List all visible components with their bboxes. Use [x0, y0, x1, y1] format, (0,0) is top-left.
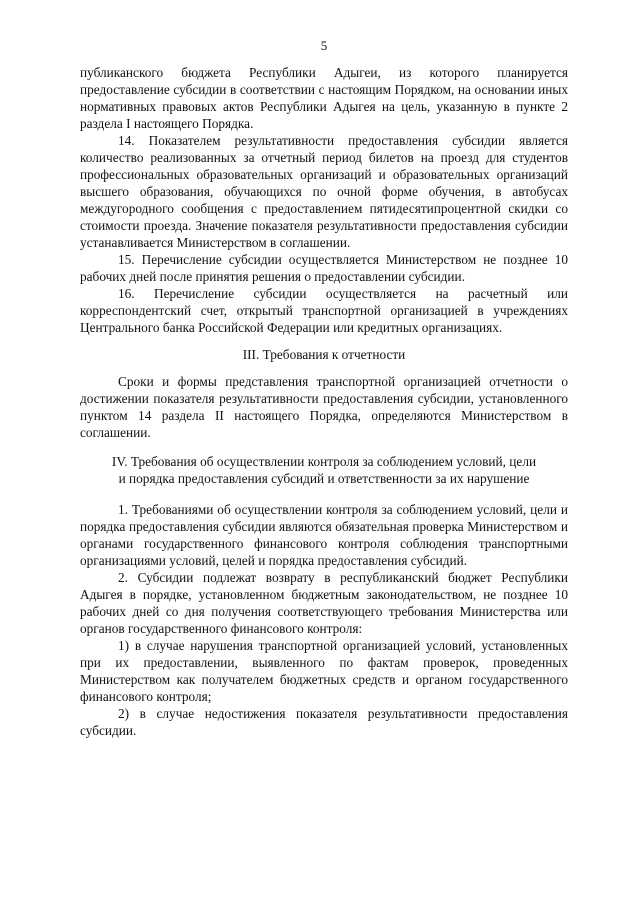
section-4-paragraph-1: 1. Требованиями об осуществлении контроля за соблюдением условий, цели и порядка предоставления субсидии являются обязательная проверка Министерством и органами государственного финансового контроля соблюдения транспортными организациями условий, целей и порядка предоставления субсидий.: [80, 502, 568, 568]
page-number: 5: [320, 38, 328, 53]
paragraph-16: 16. Перечисление субсидии осуществляется на расчетный или корреспондентский счет, открытый транспортной организацией в учреждениях Центрального банка Российской Федерации или кредитных организациях.: [80, 286, 568, 335]
paragraph-continuation: публиканского бюджета Республики Адыгеи, из которого планируется предоставление субсидии в соответствии с настоящим Порядком, на основании иных нормативных правовых актов Республики Адыгея на цель, указанную в пункте 2 раздела I настоящего Порядка.: [80, 65, 568, 131]
section-4-heading-line-2: и порядка предоставления субсидий и ответственности за их нарушение: [118, 471, 530, 486]
section-4-heading-line-1: IV. Требования об осуществлении контроля за соблюдением условий, цели: [111, 454, 537, 469]
section-3-heading: III. Требования к отчетности: [242, 347, 406, 362]
section-4-subparagraph-1: 1) в случае нарушения транспортной организацией условий, установленных при их предоставлении, выявленного по фактам проверок, проведенных Министерством как получателем бюджетных средств и органом государственного финансового контроля;: [80, 638, 568, 704]
section-4-heading: [80, 453, 568, 487]
paragraph-14: 14. Показателем результативности предоставления субсидии является количество реализованных за отчетный период билетов на проезд для студентов профессиональных образовательных организаций и образовательных организаций высшего образования, обучающихся по очной форме обучения, в автобусах междугородного сообщения с предоставлением пятидесятипроцентной скидки со стоимости проезда. Значение показателя результативности предоставления субсидии устанавливается Министерством в соглашении.: [80, 133, 568, 250]
section-4-paragraph-2: 2. Субсидии подлежат возврату в республиканский бюджет Республики Адыгея в порядке, установленном бюджетным законодательством, не позднее 10 рабочих дней со дня получения соответствующего требования Министерства или органов государственного финансового контроля:: [80, 570, 568, 636]
section-4-subparagraph-2: 2) в случае недостижения показателя результативности предоставления субсидии.: [80, 706, 568, 738]
section-3-paragraph: Сроки и формы представления транспортной организацией отчетности о достижении показателя результативности предоставления субсидии, установленного пунктом 14 раздела II настоящего Порядка, определяются Министерством в соглашении.: [80, 374, 568, 440]
paragraph-15: 15. Перечисление субсидии осуществляется Министерством не позднее 10 рабочих дней после принятия решения о предоставлении субсидии.: [80, 252, 568, 284]
